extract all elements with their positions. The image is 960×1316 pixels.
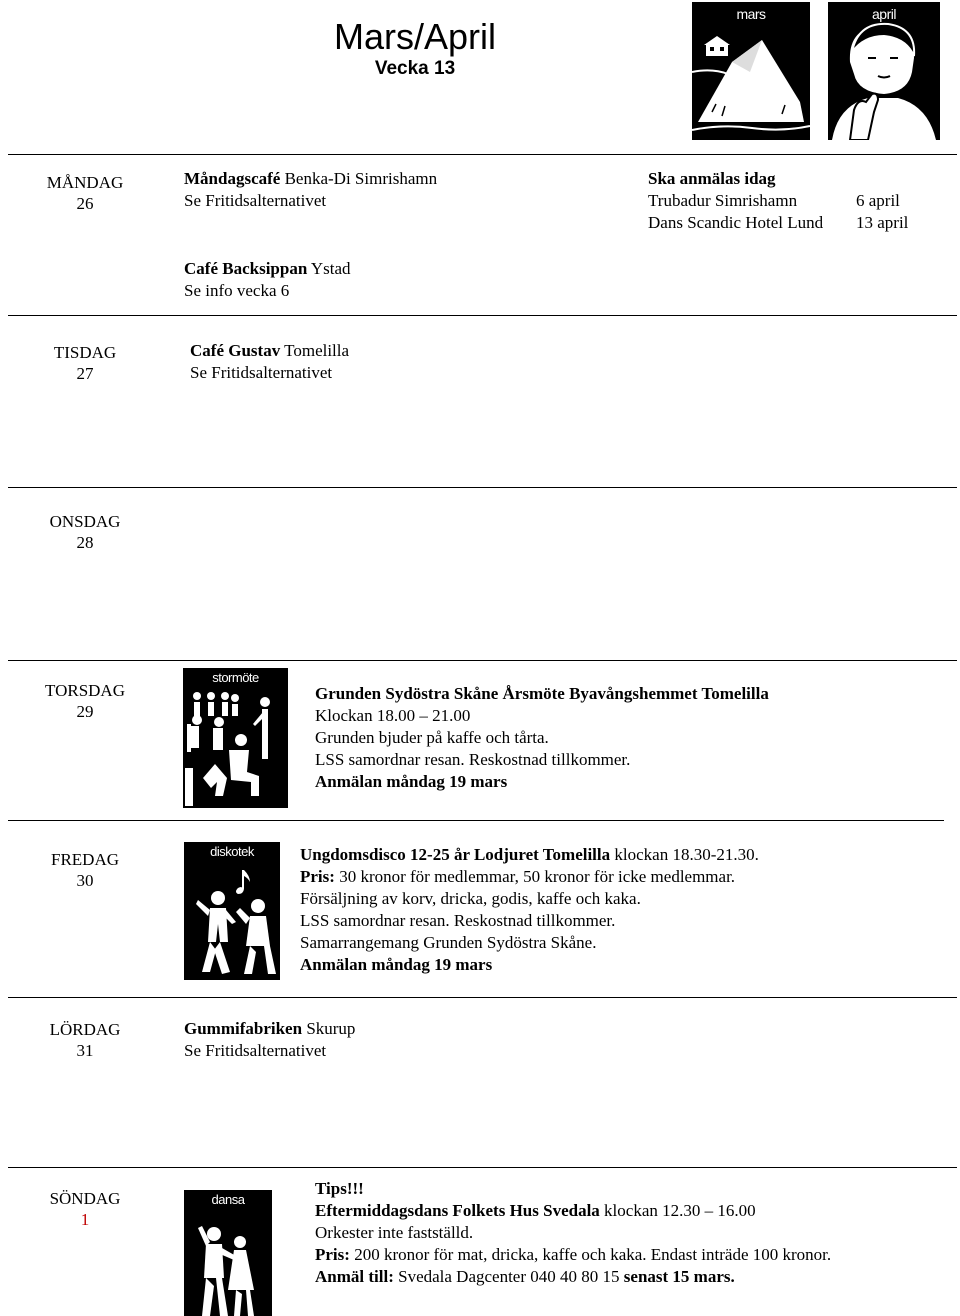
divider-tuesday (8, 315, 957, 316)
event-name: Café Gustav (190, 341, 281, 360)
signup-contact: Svedala Dagcenter 040 40 80 15 (393, 1267, 624, 1286)
icon-label: stormöte (212, 670, 259, 685)
tuesday-label (25, 342, 145, 384)
day-date: 31 (76, 1041, 94, 1060)
signup-row: Trubadur Simrishamn 6 april (648, 191, 900, 210)
day-name: TORSDAG (45, 681, 125, 700)
monday-event-2 (184, 258, 351, 302)
event-signup: Anmälan måndag 19 mars (315, 772, 508, 791)
dance-picture (184, 1190, 272, 1316)
event-place: Tomelilla (280, 341, 350, 360)
mountain-landscape-icon (692, 2, 810, 140)
disco-dancers-icon (184, 842, 280, 980)
icon-label: diskotek (210, 844, 254, 859)
price-label: Pris: (300, 867, 335, 886)
sunday-label (25, 1188, 145, 1230)
price-label: Pris: (315, 1245, 350, 1264)
signup-title: Ska anmälas idag (648, 169, 776, 188)
event-place: Ystad (307, 259, 351, 278)
friday-details (300, 844, 759, 976)
april-label: april (872, 6, 896, 22)
event-offer: Grunden bjuder på kaffe och tårta. (315, 728, 549, 747)
day-date: 1 (80, 1210, 90, 1229)
day-name: FREDAG (50, 850, 119, 869)
day-date: 29 (76, 702, 94, 721)
price-text: 30 kronor för medlemmar, 50 kronor för icke medlemmar. (334, 867, 736, 886)
wednesday-label (25, 511, 145, 553)
event-note: Se info vecka 6 (184, 281, 290, 300)
event-time: Klockan 18.00 – 21.00 (315, 706, 471, 725)
divider-monday (8, 154, 957, 155)
event-name: Café Backsippan (184, 259, 308, 278)
divider-sunday (8, 1167, 957, 1168)
event-title: Grunden Sydöstra Skåne Årsmöte Byavångshemmet Tomelilla (315, 684, 769, 703)
event-title: Ungdomsdisco 12-25 år Lodjuret Tomelilla (300, 845, 611, 864)
friday-label (25, 849, 145, 891)
event-signup: Anmälan måndag 19 mars (300, 955, 493, 974)
event-title: Eftermiddagsdans Folkets Hus Svedala (315, 1201, 600, 1220)
day-date: 26 (76, 194, 94, 213)
saturday-event (184, 1018, 355, 1062)
march-picture (692, 2, 810, 140)
divider-saturday (8, 997, 957, 998)
event-time: klockan 12.30 – 16.00 (599, 1201, 756, 1220)
dancing-couple-icon (184, 1190, 272, 1316)
thinking-person-icon (828, 2, 940, 140)
event-note: Se Fritidsalternativet (184, 1041, 327, 1060)
event-name: Måndagscafé (184, 169, 281, 188)
tuesday-event (190, 340, 349, 384)
travel-text: LSS samordnar resan. Reskostnad tillkommer. (300, 911, 616, 930)
day-name: MÅNDAG (46, 173, 124, 192)
event-note: Se Fritidsalternativet (184, 191, 327, 210)
saturday-label (25, 1019, 145, 1061)
event-place: Skurup (302, 1019, 356, 1038)
signup-deadline: senast 15 mars. (623, 1267, 735, 1286)
price-text: 200 kronor för mat, dricka, kaffe och kaka. Endast inträde 100 kronor. (349, 1245, 832, 1264)
april-picture (828, 2, 940, 140)
day-date: 28 (76, 533, 94, 552)
page-title: Mars/April (333, 16, 497, 57)
signup-label: Anmäl till: (315, 1267, 394, 1286)
monday-signup (648, 168, 908, 234)
day-name: LÖRDAG (49, 1020, 121, 1039)
event-travel: LSS samordnar resan. Reskostnad tillkommer. (315, 750, 631, 769)
monday-event-1 (184, 168, 437, 212)
sales-text: Försäljning av korv, dricka, godis, kaffe och kaka. (300, 889, 641, 908)
march-label: mars (736, 6, 766, 22)
band-text: Orkester inte fastställd. (315, 1223, 474, 1242)
meeting-picture (183, 668, 288, 808)
event-name: Gummifabriken (184, 1019, 303, 1038)
day-name: SÖNDAG (49, 1189, 121, 1208)
event-time: klockan 18.30-21.30. (610, 845, 759, 864)
meeting-icon (183, 668, 288, 808)
day-name: ONSDAG (49, 512, 121, 531)
thursday-details (315, 683, 769, 793)
monday-label (25, 172, 145, 214)
day-date: 30 (76, 871, 94, 890)
day-name: TISDAG (53, 343, 117, 362)
disco-picture (184, 842, 280, 980)
coarrangement-text: Samarrangemang Grunden Sydöstra Skåne. (300, 933, 597, 952)
icon-label: dansa (211, 1192, 245, 1207)
thursday-label (25, 680, 145, 722)
signup-row: Dans Scandic Hotel Lund 13 april (648, 213, 909, 232)
event-place: Benka-Di Simrishamn (280, 169, 438, 188)
divider-wednesday (8, 487, 957, 488)
divider-friday (8, 820, 944, 821)
sunday-details (315, 1178, 831, 1288)
divider-thursday (8, 660, 957, 661)
day-date: 27 (76, 364, 94, 383)
event-note: Se Fritidsalternativet (190, 363, 333, 382)
week-label: Vecka 13 (374, 58, 456, 79)
tips-heading: Tips!!! (315, 1179, 364, 1198)
